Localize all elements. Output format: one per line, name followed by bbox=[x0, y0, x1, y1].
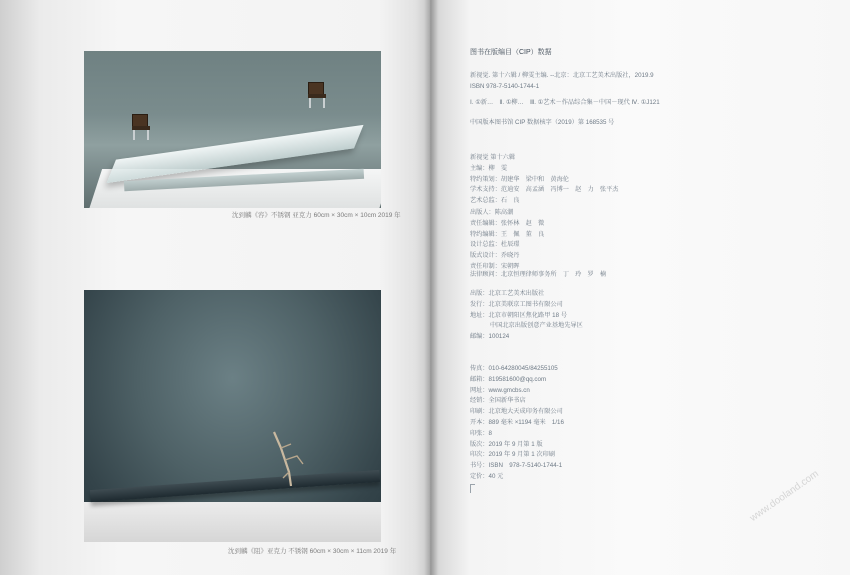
publisher-line: 邮编：100124 bbox=[470, 333, 510, 341]
credit-line: 艺术总监：石 良 bbox=[470, 197, 520, 205]
credit-line: 责任编辑：张怀林 赵 微 bbox=[470, 219, 545, 227]
artwork-photo-rong bbox=[84, 51, 381, 208]
credit-line: 设计总监：杜辰璟 bbox=[470, 241, 520, 249]
spec-line: 邮箱：819581600@qq.com bbox=[470, 375, 547, 383]
dark-slab bbox=[90, 470, 380, 502]
legal-counsel bbox=[470, 270, 606, 281]
credit-line: 出版人：陈高潮 bbox=[470, 209, 514, 216]
cip-entry-line: ISBN 978-7-5140-1744-1 bbox=[470, 82, 540, 90]
book-gutter bbox=[424, 0, 438, 575]
spec-line: 书号：ISBN 978-7-5140-1744-1 bbox=[470, 462, 563, 470]
publisher-info bbox=[470, 289, 583, 343]
credit-line: 特约编辑：王 佩 董 良 bbox=[470, 230, 545, 238]
publisher-line: 出版：北京工艺美术出版社 bbox=[470, 290, 545, 297]
print-specs bbox=[470, 364, 564, 483]
editorial-credits bbox=[470, 153, 619, 207]
chair-right bbox=[306, 82, 328, 108]
cip-entry-line: 新视觉. 第十六辑 / 柳雯主编. --北京：北京工艺美术出版社，2019.9 bbox=[470, 72, 654, 79]
publisher-line: 中国北京出版创意产业基地先导区 bbox=[490, 322, 583, 330]
spec-line: 网址：www.gmcbs.cn bbox=[470, 386, 530, 394]
spec-line: 印刷：北京地大天成印务有限公司 bbox=[470, 408, 563, 416]
classification-line: Ⅰ. ①新… Ⅱ. ①柳… Ⅲ. ①艺术－作品综合集－中国－现代 Ⅳ. ①J121 bbox=[470, 99, 660, 106]
watermark: www.dooland.com bbox=[748, 468, 821, 525]
photo-caption-1: 沈到麟《容》不锈钢 亚克力 60cm × 30cm × 10cm 2019 年 bbox=[232, 212, 401, 219]
spec-line: 经销：全国新华书店 bbox=[470, 397, 526, 405]
credit-line: 特约策划：胡建华 梁中和 黄海伦 bbox=[470, 175, 569, 183]
cip-title: 图书在版编目（CIP）数据 bbox=[470, 49, 552, 56]
spec-line: 开本：889 毫米 ×1194 毫米 1/16 bbox=[470, 418, 564, 426]
spec-line: 定价：40 元 bbox=[470, 472, 504, 480]
production-credits bbox=[470, 208, 544, 273]
spec-line: 印张：8 bbox=[470, 429, 493, 437]
spec-line: 印次：2019 年 9 月第 1 次印刷 bbox=[470, 451, 555, 459]
photo-caption-2: 沈到麟《阻》亚克力 不锈钢 60cm × 30cm × 11cm 2019 年 bbox=[228, 548, 397, 555]
branch-sculpture bbox=[269, 430, 309, 490]
publisher-line: 地址：北京市朝阳区焦化路甲 18 号 bbox=[470, 311, 567, 319]
classification bbox=[470, 98, 660, 109]
cip-record bbox=[470, 118, 614, 129]
credit-line: 主编：柳 雯 bbox=[470, 164, 508, 172]
chair-left bbox=[130, 114, 152, 140]
credit-line: 版式设计：乔晓丹 bbox=[470, 252, 520, 260]
credit-line: 新视觉 第十六辑 bbox=[470, 154, 516, 161]
gallery-floor bbox=[84, 502, 381, 542]
credit-line: 学术支持：范迪安 高孟涵 冯博一 赵 力 张平杰 bbox=[470, 186, 619, 194]
corner-mark bbox=[470, 484, 475, 493]
publisher-line: 发行：北京美联京工图书有限公司 bbox=[470, 300, 563, 308]
spec-line: 传真：010-64280045/84255105 bbox=[470, 365, 558, 372]
spec-line: 版次：2019 年 9 月第 1 版 bbox=[470, 440, 543, 448]
credit-line: 责任印制：宋朝晖 bbox=[470, 262, 520, 270]
cip-entry bbox=[470, 71, 654, 93]
legal-line: 法律顾问：北京恒理律师事务所 丁 玲 罗 楠 bbox=[470, 271, 607, 278]
artwork-photo-zu bbox=[84, 290, 381, 542]
cip-record-line: 中国版本图书馆 CIP 数据核字（2019）第 168535 号 bbox=[470, 119, 615, 126]
